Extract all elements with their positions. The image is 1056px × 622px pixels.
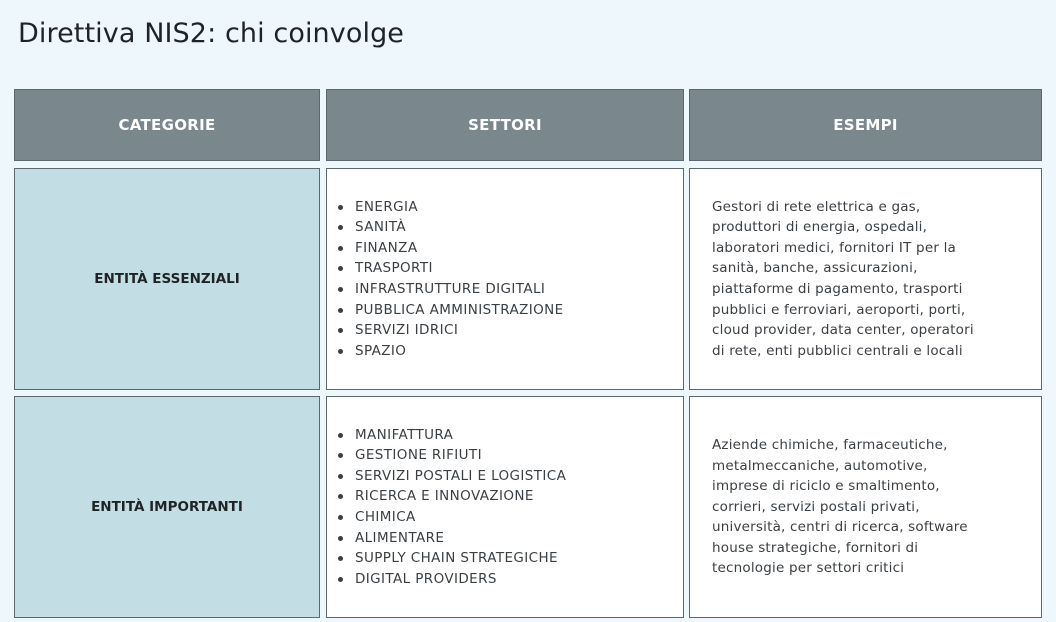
list-item: SPAZIO: [355, 341, 564, 362]
list-item: PUBBLICA AMMINISTRAZIONE: [355, 300, 564, 321]
examples-line: produttori di energia, ospedali,: [712, 219, 928, 236]
examples-line: sanità, banche, assicurazioni,: [712, 260, 918, 277]
examples-line: piattaforme di pagamento, trasporti: [712, 281, 963, 297]
header-categorie: CATEGORIE: [14, 89, 320, 161]
list-item: ENERGIA: [355, 197, 564, 218]
examples-line: di rete, enti pubblici centrali e locali: [712, 342, 963, 359]
sectors-list: [327, 197, 564, 362]
examples-line: metalmeccaniche, automotive,: [712, 457, 928, 474]
examples-line: tecnologie per settori critici: [712, 560, 905, 577]
list-item: GESTIONE RIFIUTI: [355, 445, 566, 466]
sectors-important: [326, 396, 684, 618]
category-essential: ENTITÀ ESSENZIALI: [14, 168, 320, 390]
list-item: INFRASTRUTTURE DIGITALI: [355, 279, 564, 300]
examples-line: imprese di riciclo e smaltimento,: [712, 478, 940, 495]
examples-line: cloud provider, data center, operatori: [712, 322, 974, 339]
list-item: SUPPLY CHAIN STRATEGICHE: [355, 548, 566, 569]
list-item: MANIFATTURA: [355, 425, 566, 446]
list-item: SERVIZI IDRICI: [355, 320, 564, 341]
list-item: RICERCA E INNOVAZIONE: [355, 486, 566, 507]
list-item: CHIMICA: [355, 507, 566, 528]
list-item: TRASPORTI: [355, 258, 564, 279]
page-title: Direttiva NIS2: chi coinvolge: [18, 18, 405, 49]
examples-important: [689, 396, 1042, 618]
examples-text: [690, 197, 988, 362]
list-item: SANITÀ: [355, 217, 564, 238]
examples-line: pubblici e ferroviari, aeroporti, porti,: [712, 301, 966, 318]
examples-line: università, centri di ricerca, software: [712, 519, 968, 536]
sectors-essential: [326, 168, 684, 390]
examples-text: [690, 435, 982, 579]
examples-line: house strategiche, fornitori di: [712, 539, 919, 556]
list-item: ALIMENTARE: [355, 528, 566, 549]
list-item: SERVIZI POSTALI E LOGISTICA: [355, 466, 566, 487]
header-esempi: ESEMPI: [689, 89, 1042, 161]
list-item: FINANZA: [355, 238, 564, 259]
examples-line: Gestori di rete elettrica e gas,: [712, 198, 921, 215]
list-item: DIGITAL PROVIDERS: [355, 569, 566, 590]
sectors-list: [327, 425, 566, 590]
header-settori: SETTORI: [326, 89, 684, 161]
examples-line: laboratori medici, fornitori IT per la: [712, 239, 956, 256]
category-important: ENTITÀ IMPORTANTI: [14, 396, 320, 618]
examples-line: Aziende chimiche, farmaceutiche,: [712, 436, 948, 453]
examples-essential: [689, 168, 1042, 390]
examples-line: corrieri, servizi postali privati,: [712, 498, 920, 515]
